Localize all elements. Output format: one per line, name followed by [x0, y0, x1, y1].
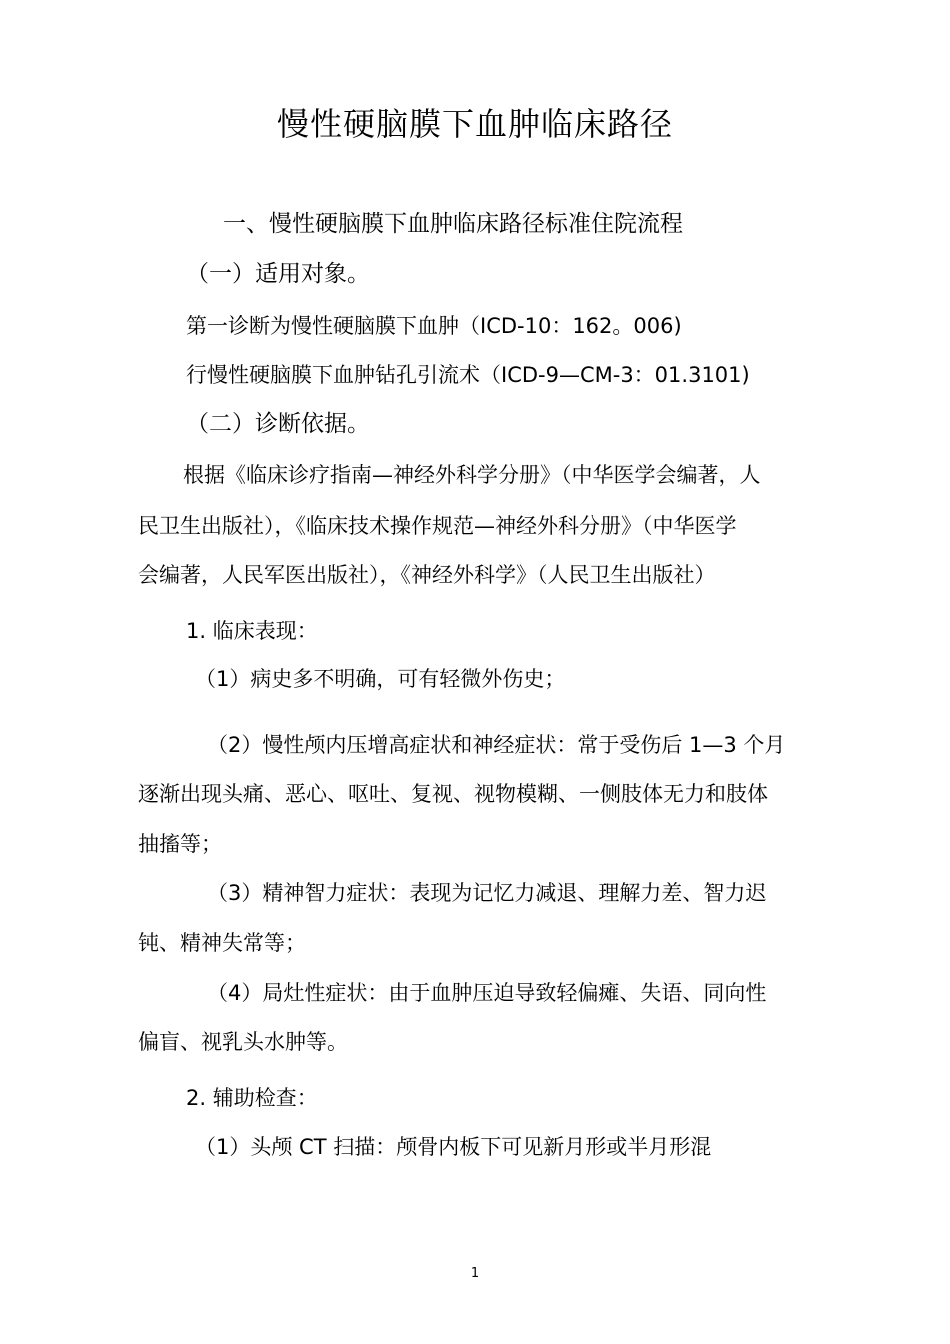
page-number: 1: [470, 1266, 480, 1281]
subsection-heading-applicable: （一）适用对象。: [186, 261, 370, 287]
basis-paragraph-line: 民卫生出版社），《临床技术操作规范—神经外科分册》（中华医学: [138, 514, 737, 538]
auxiliary-item-1: （1）头颅 CT 扫描：颅骨内板下可见新月形或半月形混: [195, 1135, 712, 1159]
clinical-item-2-line: （2）慢性颅内压增高症状和神经症状：常于受伤后 1—3 个月: [207, 733, 786, 757]
document-title: 慢性硬脑膜下血肿临床路径: [276, 105, 673, 143]
clinical-item-4-line: （4）局灶性症状：由于血肿压迫导致轻偏瘫、失语、同向性: [207, 981, 767, 1005]
auxiliary-heading: 2. 辅助检查：: [186, 1086, 318, 1110]
clinical-item-4-line: 偏盲、视乳头水肿等。: [138, 1030, 348, 1054]
clinical-item-2-line: 逐渐出现头痛、恶心、呕吐、复视、视物模糊、一侧肢体无力和肢体: [138, 782, 768, 806]
diagnosis-code-line: 第一诊断为慢性硬脑膜下血肿（ICD-10：162。006): [186, 314, 682, 338]
subsection-heading-basis: （二）诊断依据。: [186, 411, 370, 437]
procedure-code-line: 行慢性硬脑膜下血肿钻孔引流术（ICD-9—CM-3：01.3101): [186, 363, 750, 387]
clinical-item-3-line: （3）精神智力症状：表现为记忆力减退、理解力差、智力迟: [207, 881, 767, 905]
section-heading: 一、慢性硬脑膜下血肿临床路径标准住院流程: [223, 211, 683, 237]
basis-paragraph-line: 根据《临床诊疗指南—神经外科学分册》（中华医学会编著，人: [183, 463, 761, 487]
clinical-heading: 1. 临床表现：: [186, 619, 318, 643]
clinical-item-1: （1）病史多不明确，可有轻微外伤史；: [195, 667, 566, 691]
basis-paragraph-line: 会编著，人民军医出版社），《神经外科学》（人民卫生出版社）: [138, 563, 716, 587]
clinical-item-3-line: 钝、精神失常等；: [138, 931, 306, 955]
clinical-item-2-line: 抽搐等；: [138, 832, 222, 856]
